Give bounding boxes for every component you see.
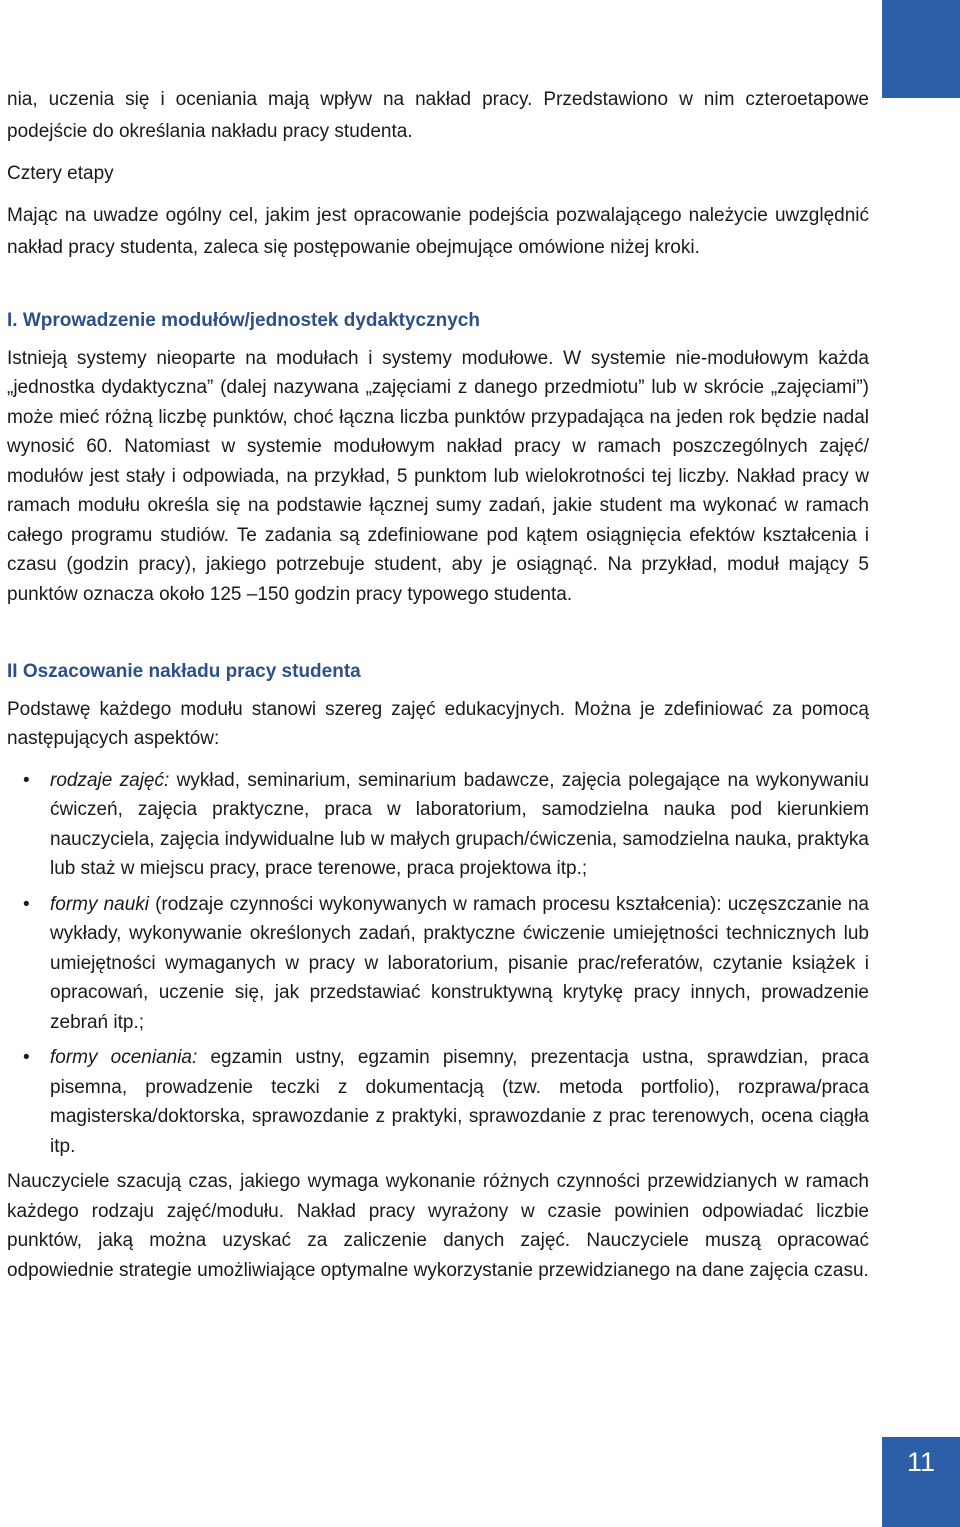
aspects-list [7, 766, 869, 1162]
list-item [7, 1043, 869, 1161]
list-item [7, 890, 869, 1038]
page-tab-top [882, 0, 960, 98]
section-heading-2: II Oszacowanie nakładu pracy studenta [7, 661, 361, 682]
list-item-text: egzamin ustny, egzamin pisemny, prezentacja ustna, sprawdzian, praca pisemna, prowadzenie teczki z dokumentacją (tzw. metoda portfolio), rozprawa/praca magisterska/doktorska, sprawozdanie z praktyki, sprawozdanie z prac terenowych, ocena ciągła itp. [50, 1047, 869, 1157]
list-item-text: wykład, seminarium, seminarium badawcze, zajęcia polegające na wykonywaniu ćwiczeń, zajęcia praktyczne, praca w laboratorium, samodzielna nauka pod kierunkiem nauczyciela, zajęcia indywidualne lub w małych grupach/ćwiczenia, samodzielna nauka, praktyka lub staż w miejscu pracy, prace terenowe, praca projektowa itp.; [50, 769, 869, 879]
section1-paragraph: Istnieją systemy nieoparte na modułach i systemy modułowe. W systemie nie-modułowym każda „jednostka dydaktyczna” (dalej nazywana „zajęciami z danego przedmiotu” lub w skrócie „zajęciami”) może mieć różną liczbę punktów, choć łączna liczba punktów przypadająca na jeden rok będzie nadal wynosić 60. Natomiast w systemie modułowym nakład pracy w ramach poszczególnych zajęć/ modułów jest stały i odpowiada, na przykład, 5 punktom lub wielokrotności tej liczby. Nakład pracy w ramach modułu określa się na podstawie łącznej sumy zadań, jakie student ma wykonać w ramach całego programu studiów. Te zadania są zdefiniowane pod kątem osiągnięcia efektów kształcenia i czasu (godzin pracy), jakiego potrzebuje student, aby je osiągnąć. Na przykład, moduł mający 5 punktów oznacza około 125 –150 godzin pracy typowego studenta. [7, 347, 869, 605]
closing-paragraph: Nauczyciele szacują czas, jakiego wymaga wykonanie różnych czynności przewidzianych w ramach każdego rodzaju zajęć/modułu. Nakład pracy wyrażony w czasie powinien odpowiadać liczbie punktów, jaką można uzyskać za zaliczenie danych zajęć. Nauczyciele muszą opracować odpowiednie strategie umożliwiające optymalne wykorzystanie przewidzianego na dane zajęcia czasu. [7, 1171, 869, 1281]
section2-paragraph: Podstawę każdego modułu stanowi szereg zajęć edukacyjnych. Można je zdefiniować za pomocą następujących aspektów: [7, 698, 869, 749]
bullet-icon: • [23, 769, 30, 791]
intro-subheading: Cztery etapy [7, 163, 114, 184]
intro-goal-paragraph: Mając na uwadze ogólny cel, jakim jest opracowanie podejścia pozwalającego należycie uwzględnić nakład pracy studenta, zaleca się postępowanie obejmujące omówione niżej kroki. [7, 205, 869, 258]
section-heading-1: I. Wprowadzenie modułów/jednostek dydaktycznych [7, 310, 480, 331]
list-item-term: rodzaje zajęć: [50, 769, 170, 791]
list-item-text: (rodzaje czynności wykonywanych w ramach procesu kształcenia): uczęszczanie na wykłady, wykonywanie określonych zadań, praktyczne ćwiczenie umiejętności technicznych lub umiejętności wymaganych w pracy w laboratorium, pisanie prac/referatów, czytanie książek i opracowań, uczenie się, jak przedstawiać konstruktywną krytykę pracy innych, prowadzenie zebrań itp.; [50, 893, 869, 1033]
list-item [7, 766, 869, 884]
list-item-term: formy oceniania: [50, 1047, 198, 1068]
page-content [7, 84, 869, 1285]
page-number: 11 [906, 1447, 936, 1477]
intro-paragraph: nia, uczenia się i oceniania mają wpływ na nakład pracy. Przedstawiono w nim czteroetapowe podejście do określania nakładu pracy studenta. [7, 89, 869, 142]
bullet-icon: • [23, 1047, 30, 1068]
bullet-icon: • [23, 893, 30, 915]
list-item-term: formy nauki [50, 893, 149, 915]
